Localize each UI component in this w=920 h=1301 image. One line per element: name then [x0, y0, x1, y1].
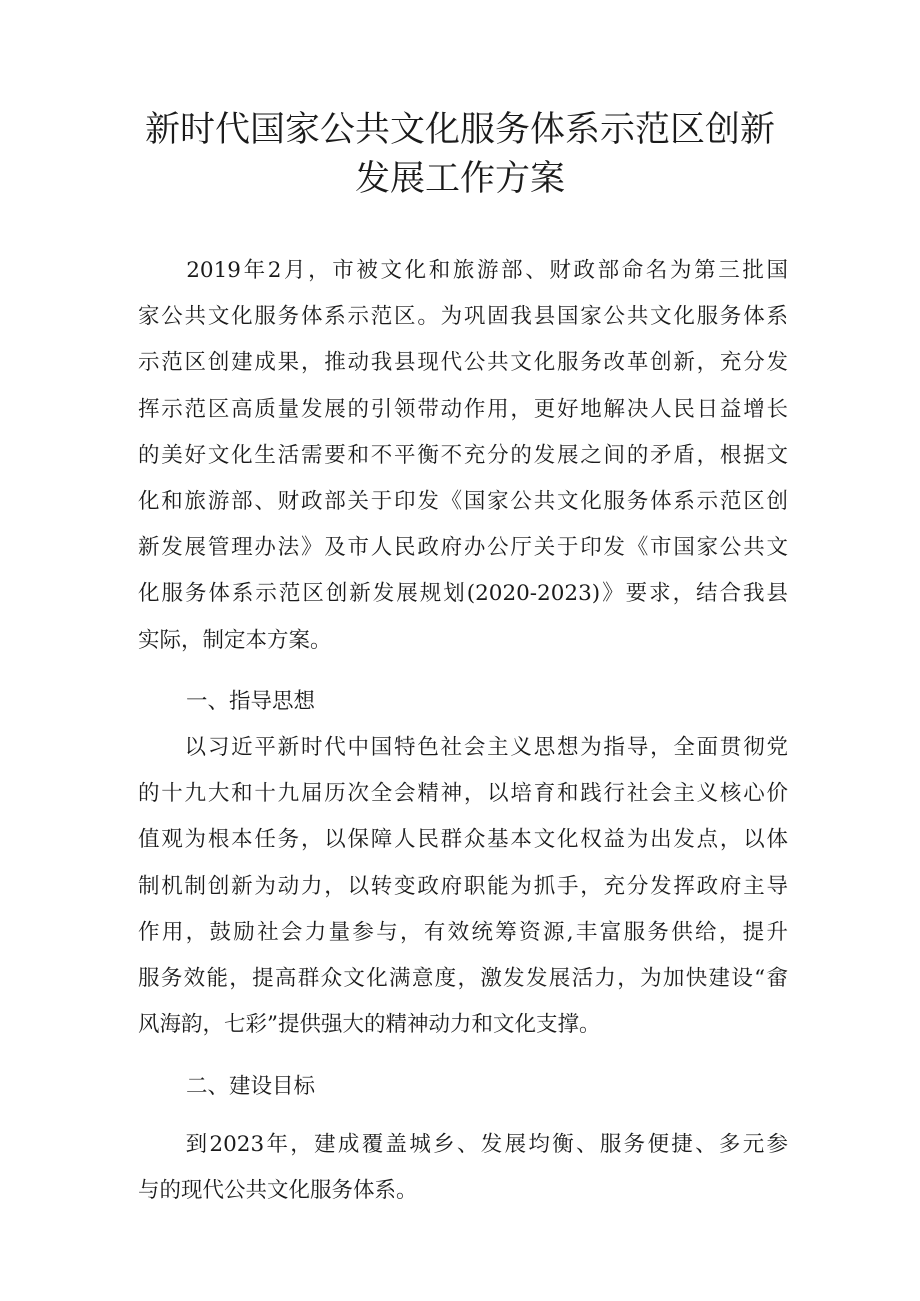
paragraph-line: 值观为根本任务，以保障人民群众基本文化权益为出发点，以体	[138, 827, 788, 853]
section-heading-text: 一、指导思想	[186, 689, 316, 714]
paragraph-line: 与的现代公共文化服务体系。	[138, 1178, 418, 1204]
section-heading-guiding-thought	[138, 679, 788, 725]
paragraph-line: 到2023年，建成覆盖城乡、发展均衡、服务便捷、多元参	[138, 1132, 788, 1157]
paragraph-line: 家公共文化服务体系示范区。为巩固我县国家公共文化服务体系	[138, 304, 788, 330]
document-title-line-2: 发展工作方案	[354, 159, 565, 199]
document-title-line-1: 新时代国家公共文化服务体系示范区创新	[144, 110, 775, 150]
paragraph-line: 新发展管理办法》及市人民政府办公厅关于印发《市国家公共文	[138, 535, 788, 561]
paragraph-line: 化服务体系示范区创新发展规划(2020-2023)》要求，结合我县	[138, 581, 788, 607]
paragraph-line: 制机制创新为动力，以转变政府职能为抓手，充分发挥政府主导	[138, 873, 788, 899]
section-heading-goals	[138, 1064, 788, 1110]
section-heading-text: 二、建设目标	[186, 1074, 316, 1099]
paragraph-line: 示范区创建成果，推动我县现代公共文化服务改革创新，充分发	[138, 350, 788, 376]
paragraph-line: 以习近平新时代中国特色社会主义思想为指导，全面贯彻党	[138, 735, 788, 760]
intro-paragraph	[138, 248, 788, 664]
paragraph-line: 2019年2月，市被文化和旅游部、财政部命名为第三批国	[138, 258, 788, 283]
paragraph-line: 风海韵，七彩”提供强大的精神动力和文化支撑。	[138, 1012, 601, 1038]
paragraph-line: 的美好文化生活需要和不平衡不充分的发展之间的矛盾，根据文	[138, 442, 788, 468]
paragraph-line: 服务效能，提高群众文化满意度，激发发展活力，为加快建设“畲	[138, 965, 788, 991]
paragraph-line: 作用，鼓励社会力量参与，有效统筹资源,丰富服务供给，提升	[138, 919, 788, 945]
guiding-thought-paragraph	[138, 725, 788, 1048]
paragraph-line: 化和旅游部、财政部关于印发《国家公共文化服务体系示范区创	[138, 488, 788, 514]
goals-paragraph	[138, 1122, 788, 1214]
paragraph-line: 的十九大和十九届历次全会精神，以培育和践行社会主义核心价	[138, 781, 788, 807]
paragraph-line: 挥示范区高质量发展的引领带动作用，更好地解决人民日益增长	[138, 396, 788, 422]
paragraph-line: 实际，制定本方案。	[138, 627, 332, 653]
